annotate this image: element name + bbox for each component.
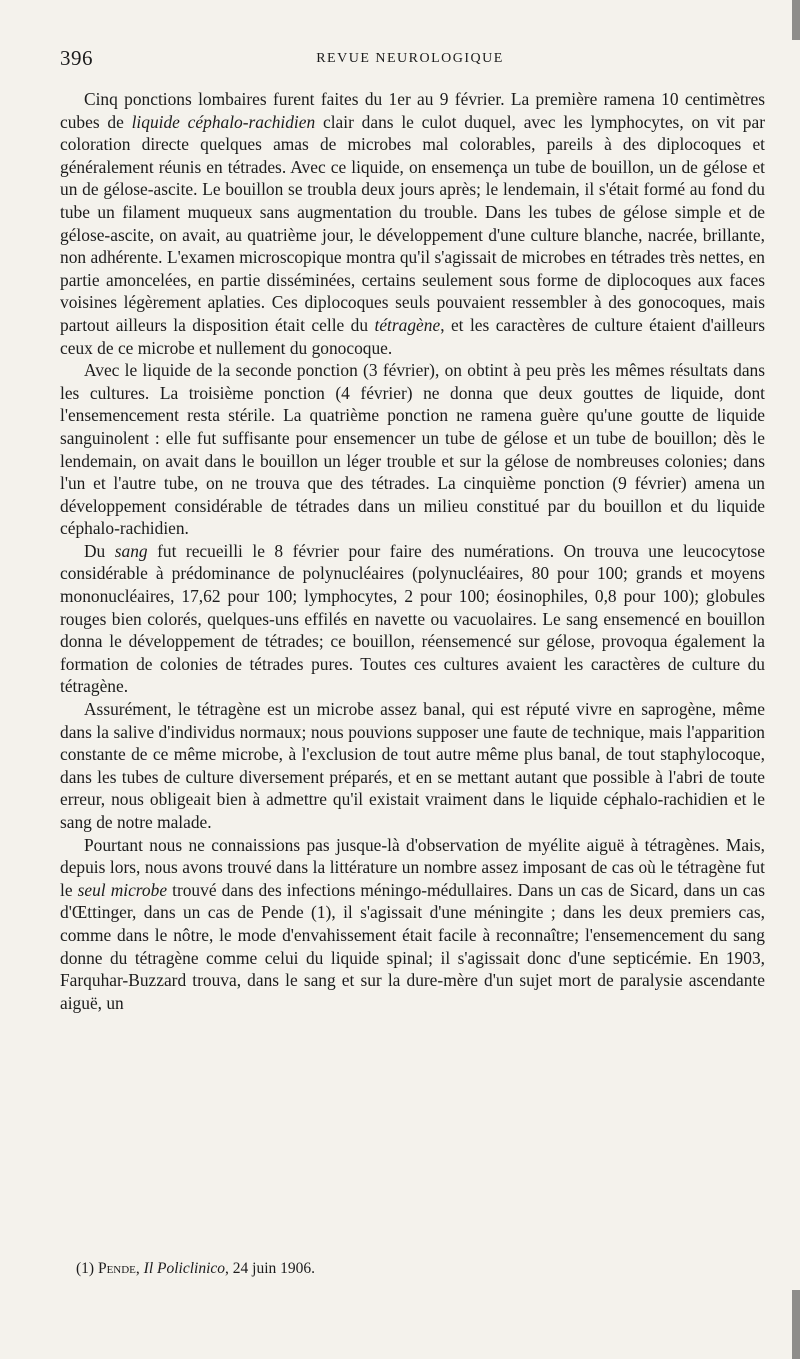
article-body <box>60 88 765 1014</box>
italic-term: sang <box>114 540 148 561</box>
paragraph-text: Du <box>84 540 115 561</box>
paragraph-text: Assurément, le tétragène est un microbe assez banal, qui est réputé vivre en saprogène, même dans la salive d'individus normaux; nous pouvions supposer une faute de technique, mais l'apparition constante de ce même microbe, à l'exclusion de tout autre même plus banal, de tout staphylocoque, dans les tubes de culture diversement préparés, et en se mettant autant que possible à l'abri de toute erreur, nous obligeait bien à admettre qu'il existait vraiment dans le liquide céphalo-rachidien et le sang de notre malade. <box>60 699 765 832</box>
scan-edge-shadow <box>792 0 800 40</box>
italic-term: tétragène <box>374 314 441 335</box>
italic-term: liquide céphalo-rachidien <box>131 111 316 132</box>
footnote-date: , 24 juin 1906. <box>225 1260 316 1277</box>
italic-term: seul microbe <box>77 879 168 900</box>
body-paragraph <box>60 88 765 359</box>
paragraph-text: Pourtant nous ne connaissions pas jusque-là d'observation de myélite aiguë à tétragènes. Mais, depuis lors, nous avons trouvé dans la littérature un nombre assez imposant de cas où le tétragène fut le <box>60 834 765 900</box>
body-paragraph <box>60 540 765 698</box>
paragraph-text: fut recueilli le 8 février pour faire des numérations. On trouva une leucocytose considérable à prédominance de polynucléaires (polynucléaires, 80 pour 100; grands et moyens mononucléaires, 17,62 pour 100; lymphocytes, 2 pour 100; éosinophiles, 0,8 pour 100); globules rouges bien colorés, quelques-uns effilés en navette ou vacuolaires. Le sang ensemencé en bouillon donna le développement de tétrades; ce bouillon, réensemencé sur gélose, provoqua également la formation de colonies de tétrades pures. Toutes ces cultures avaient les caractères de culture du tétragène. <box>60 540 765 697</box>
running-title: REVUE NEUROLOGIQUE <box>316 51 504 66</box>
footnote-author: Pende <box>97 1260 136 1277</box>
body-paragraph <box>60 359 765 540</box>
page-number: 396 <box>60 46 93 70</box>
footnote-journal: Il Policlinico <box>143 1260 226 1277</box>
paragraph-text: trouvé dans des infections méningo-médullaires. Dans un cas de Sicard, dans un cas d'Œttinger, dans un cas de Pende (1), il s'agissait d'une méningite ; dans les deux premiers cas, comme dans le nôtre, le mode d'envahissement était facile à reconnaître; l'ensemencement du sang donne du tétragène comme celui du liquide spinal; il s'agissait donc d'une septicémie. En 1903, Farquhar-Buzzard trouva, dans le sang et sur la dure-mère d'un sujet mort de paralysie ascendante aiguë, un <box>60 879 766 1013</box>
paragraph-text: Cinq ponctions lombaires furent faites du 1er au 9 février. La première ramena 10 centimètres cubes de <box>60 89 765 132</box>
scan-edge-shadow <box>792 1290 800 1359</box>
body-paragraph <box>60 834 765 1015</box>
footnote: (1) Pende, Il Policlinico, 24 juin 1906. <box>76 1260 316 1277</box>
footnote-marker: (1) <box>76 1260 95 1277</box>
body-paragraph <box>60 698 765 834</box>
paragraph-text: Avec le liquide de la seconde ponction (3 février), on obtint à peu près les mêmes résultats dans les cultures. La troisième ponction (4 février) ne donna que deux gouttes de liquide, dont l'ensemencement resta stérile. La quatrième ponction ne ramena guère qu'une goutte de liquide sanguinolent : elle fut suffisante pour ensemencer un tube de gélose et un tube de bouillon; dès le lendemain, on avait dans le bouillon un léger trouble et sur la gélose de nombreuses colonies; dans l'un et l'autre tube, on ne trouva que des tétrades. La cinquième ponction (9 février) amena un développement considérable de tétrades dans un milieu constitué par du bouillon et du liquide céphalo-rachidien. <box>60 360 765 539</box>
paragraph-text: , et les caractères de culture étaient d'ailleurs ceux de ce microbe et nullement du gonocoque. <box>60 314 765 358</box>
paragraph-text: clair dans le culot duquel, avec les lymphocytes, on vit par coloration directe quelques amas de microbes mal colorables, pareils à des diplocoques et généralement réunis en tétrades. Avec ce liquide, on ensemença un tube de bouillon, un de gélose et un de gélose-ascite. Le bouillon se troubla deux jours après; le lendemain, il s'était formé au fond du tube un filament muqueux sans augmentation du trouble. Dans les tubes de gélose simple et de gélose-ascite, on avait, au quatrième jour, le développement d'une culture blanche, nacrée, brillante, non adhérente. L'examen microscopique montra qu'il s'agissait de microbes en tétrades très nettes, en partie amoncelées, en partie disséminées, certains seulement sous forme de diplocoques aux faces voisines légèrement aplaties. Ces diplocoques seuls pouvaient ressembler à des gonocoques, mais partout ailleurs la disposition était celle du <box>60 111 765 335</box>
page-header <box>60 46 760 74</box>
